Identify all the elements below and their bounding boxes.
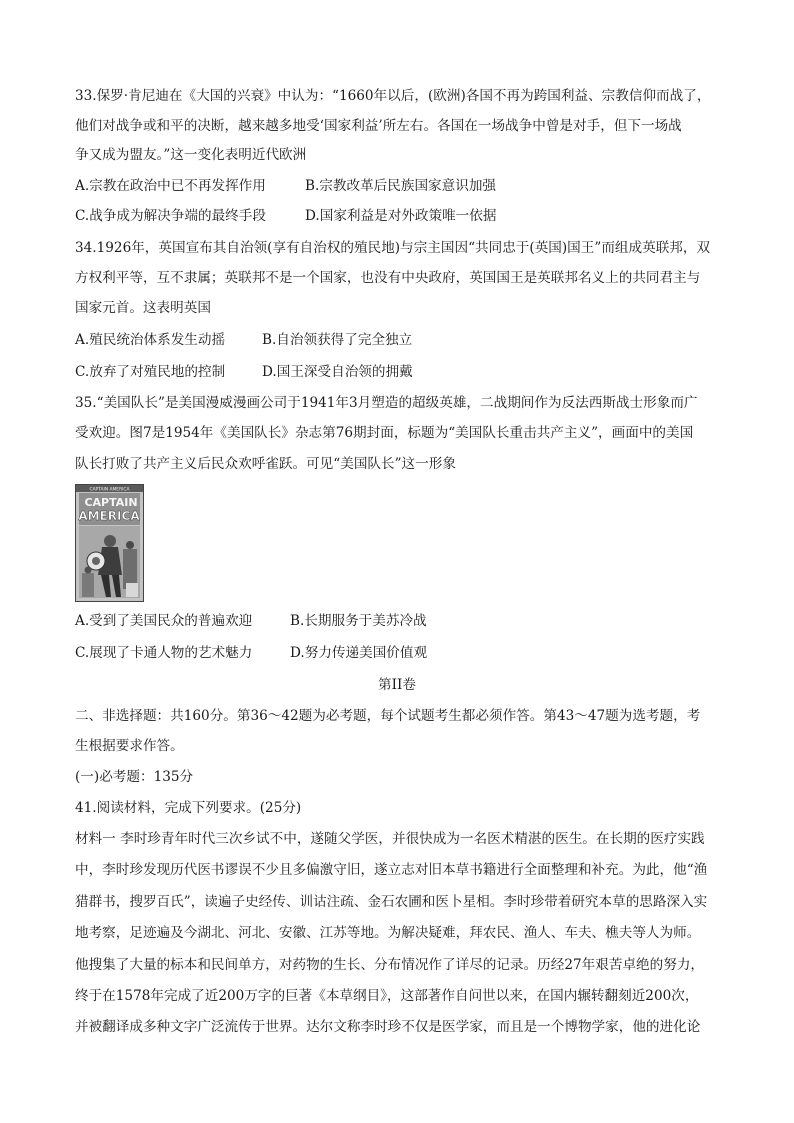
q35-stem-line-2: 受欢迎。图7是1954年《美国队长》杂志第76期封面，标题为“美国队长重击共产主义”，画面中的美国 (75, 425, 694, 441)
q41-material-line-2: 中，李时珍发现历代医书谬误不少且多偏激守旧，遂立志对旧本草书籍进行全面整理和补充。为此，他“渔 (75, 862, 708, 878)
section-title: 第II卷 (378, 677, 416, 693)
q35-stem-line-1: 35.“美国队长”是美国漫威漫画公司于1941年3月塑造的超级英雄，二战期间作为反法西斯战士形象而广 (75, 395, 698, 411)
section-intro-line-1: 二、非选择题：共160分。第36～42题为必考题，每个试题考生都必须作答。第43～47题为选考题，考 (75, 708, 701, 724)
q34-stem-line-3: 国家元首。这表明英国 (75, 300, 211, 316)
q41-material-line-3: 猎群书，搜罗百氏”，读遍子史经传、训诂注疏、金石农圃和医卜星相。李时珍带着研究本草的思路深入实 (75, 894, 708, 910)
q33-option-c: C.战争成为解决争端的最终手段 (75, 208, 266, 224)
q35-option-b: B.长期服务于美苏冷战 (290, 613, 427, 629)
q33-option-a: A.宗教在政治中已不再发挥作用 (75, 178, 266, 194)
q34-option-a: A.殖民统治体系发生动摇 (75, 332, 226, 348)
cover-title-line-1: CAPTAIN (84, 496, 138, 509)
q35-stem-line-3: 队长打败了共产主义后民众欢呼雀跃。可见“美国队长”这一形象 (75, 456, 456, 472)
q34-option-d: D.国王深受自治领的拥戴 (262, 364, 413, 380)
q33-stem-line-1: 33.保罗·肯尼迪在《大国的兴衰》中认为：“1660年以后，(欧洲)各国不再为跨国利益、宗教信仰而战了， (75, 88, 711, 104)
q41-material-line-5: 他搜集了大量的标本和民间单方，对药物的生长、分布情况作了详尽的记录。历经27年艰苦卓绝的努力， (75, 957, 705, 973)
captain-america-cover-image (75, 484, 144, 602)
cover-top-caption: CAPTAIN AMERICA (89, 487, 130, 493)
q33-option-b: B.宗教改革后民族国家意识加强 (305, 178, 497, 194)
q33-option-d: D.国家利益是对外政策唯一依据 (305, 208, 497, 224)
q41-stem: 41.阅读材料，完成下列要求。(25分) (75, 800, 302, 816)
q41-material-line-4: 地考察，足迹遍及今湖北、河北、安徽、江苏等地。为解决疑难，拜农民、渔人、车夫、樵夫等人为师。 (75, 925, 701, 941)
q41-material-line-6: 终于在1578年完成了近200万字的巨著《本草纲目》，这部著作自问世以来，在国内辗转翻刻近200次， (75, 988, 699, 1004)
q35-option-d: D.努力传递美国价值观 (290, 645, 428, 661)
cover-title-line-2: AMERICA (78, 509, 140, 523)
q35-option-a: A.受到了美国民众的普遍欢迎 (75, 613, 253, 629)
required-heading: (一)必考题：135分 (75, 769, 194, 785)
section-intro-line-2: 生根据要求作答。 (75, 738, 184, 754)
q34-option-c: C.放弃了对殖民地的控制 (75, 364, 226, 380)
q41-material-line-7: 并被翻译成多种文字广泛流传于世界。达尔文称李时珍不仅是医学家，而且是一个博物学家，他的进化论 (75, 1019, 701, 1035)
q41-material-line-1: 材料一 李时珍青年时代三次乡试不中，遂随父学医，并很快成为一名医术精湛的医生。在长期的医疗实践 (75, 831, 705, 847)
q34-option-b: B.自治领获得了完全独立 (262, 332, 413, 348)
q34-stem-line-1: 34.1926年，英国宣布其自治领(享有自治权的殖民地)与宗主国因“共同忠于(英国)国王”而组成英联邦，双 (75, 240, 711, 256)
q33-stem-line-3: 争又成为盟友。”这一变化表明近代欧洲 (75, 147, 307, 163)
q35-option-c: C.展现了卡通人物的艺术魅力 (75, 645, 253, 661)
q33-stem-line-2: 他们对战争或和平的决断，越来越多地受‘国家利益’所左右。各国在一场战争中曾是对手，但下一场战 (75, 118, 682, 134)
comic-cover-illustration (76, 485, 143, 601)
q34-stem-line-2: 方权利平等，互不隶属；英联邦不是一个国家，也没有中央政府，英国国王是英联邦名义上的共同君主与 (75, 270, 701, 286)
